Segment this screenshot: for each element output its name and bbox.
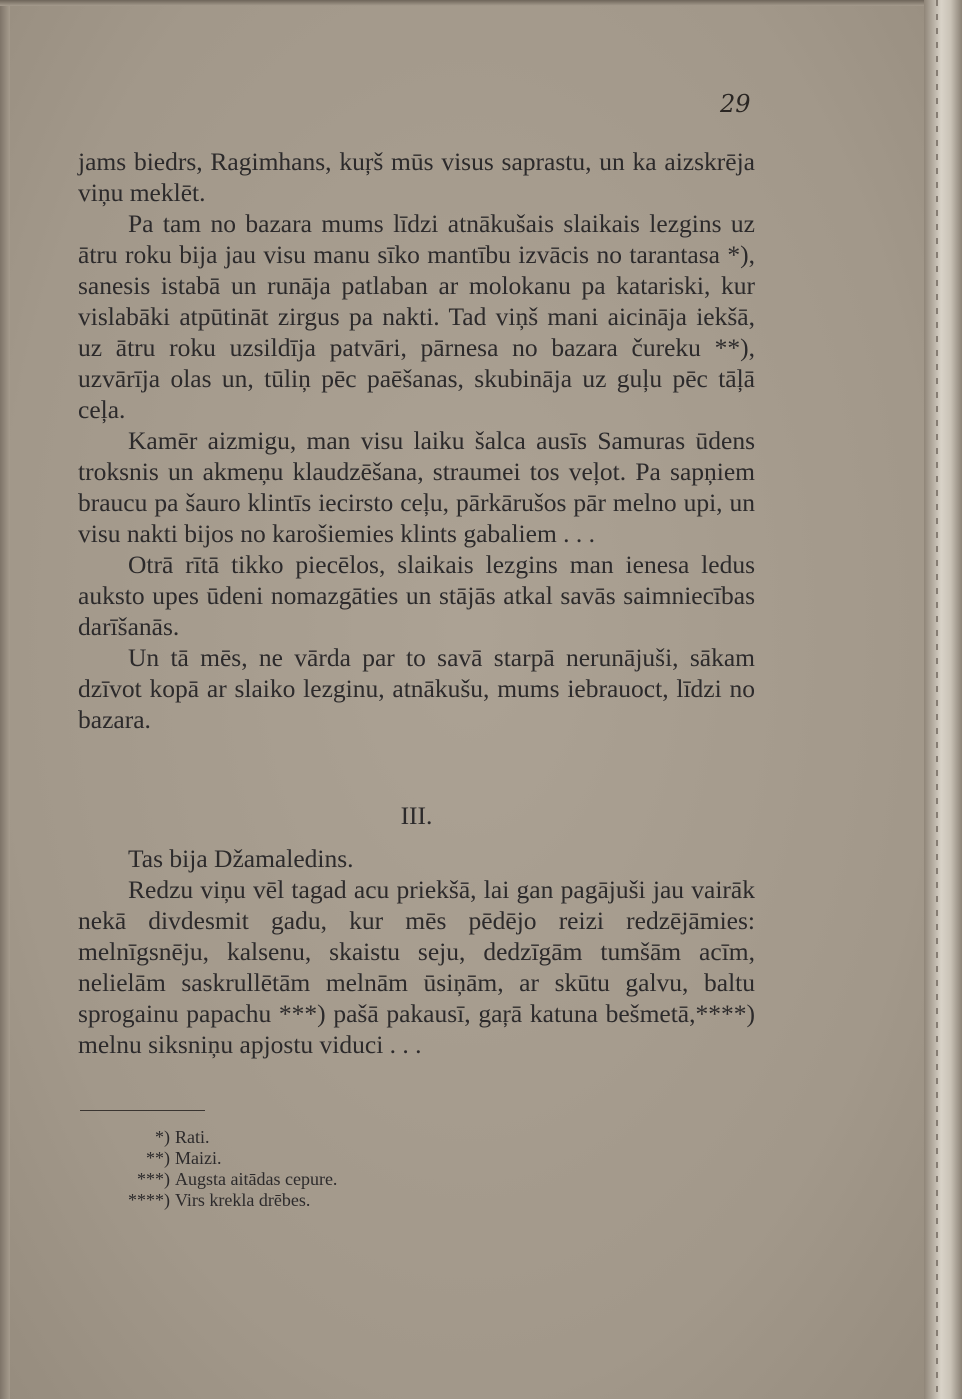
footnote-text: Augsta aitādas cepure. [175, 1169, 338, 1189]
page-top-edge [0, 0, 938, 6]
footnote-text: Rati. [175, 1127, 210, 1147]
footnote-text: Maizi. [175, 1148, 222, 1168]
footnote-mark: **) [146, 1148, 170, 1168]
page-edge-stack [924, 0, 962, 1399]
footnote [100, 1127, 337, 1148]
footnote-mark: *) [155, 1127, 170, 1147]
binding-line [936, 0, 938, 1399]
main-text-block [78, 146, 755, 735]
paragraph: Tas bija Džamaledins. [128, 844, 354, 873]
section-heading: III. [400, 801, 433, 830]
paragraph: jams biedrs, Ragimhans, kuŗš mūs visus saprastu, un ka aizskrēja viņu meklēt. [78, 147, 755, 207]
paragraph: Pa tam no bazara mums līdzi atnākušais slaikais lezgins uz ātru roku bija jau visu manu sīko mantību izvācis no tarantasa *), sanesis istabā un runāja patlaban ar molokanu pa katariski, kur vislabāki atpūtināt zirgus pa nakti. Tad viņš mani aicināja iekšā, uz ātru roku uzsildīja patvāri, pārnesa no bazara čureku **), uzvārīja olas un, tūliņ pēc paēšanas, skubināja uz guļu pēc tāļā ceļa. [78, 209, 755, 424]
paragraph: Redzu viņu vēl tagad acu priekšā, lai gan pagājuši jau vairāk nekā divdesmit gadu, kur mēs pēdējo reizi redzējāmies: melnīgsnēju, kalsenu, skaistu seju, dedzīgām tumšām acīm, nelielām saskrullētām melnām ūsiņām, ar skūtu galvu, baltu sprogainu papachu ***) pašā pakausī, gaŗā katuna bešmetā,****) melnu siksniņu apjostu viduci . . . [78, 875, 755, 1059]
footnote-mark: ***) [137, 1169, 170, 1189]
footnote [100, 1148, 337, 1169]
footnote-rule [80, 1110, 205, 1111]
section-text-block [78, 843, 755, 1060]
paragraph: Otrā rītā tikko piecēlos, slaikais lezgins man ienesa ledus auksto upes ūdeni nomazgāties un stājās atkal savās saimniecības darīšanās. [78, 550, 755, 641]
paragraph: Un tā mēs, ne vārda par to savā starpā nerunājuši, sākam dzīvot kopā ar slaiko lezginu, atnākušu, mums iebrauoct, līdzi no bazara. [78, 643, 755, 734]
footnote-mark: ****) [128, 1190, 170, 1210]
footnote [100, 1190, 337, 1211]
page-left-edge [0, 0, 10, 1399]
footnotes [100, 1127, 337, 1211]
footnote [100, 1169, 337, 1190]
paragraph: Kamēr aizmigu, man visu laiku šalca ausīs Samuras ūdens troksnis un akmeņu klaudzēšana, straumei tos veļot. Pa sapņiem braucu pa šauro klintīs iecirsto ceļu, pārkārušos pār melno upi, un visu nakti bijos no karošiemies klints gabaliem . . . [78, 426, 755, 548]
page-number: 29 [720, 90, 751, 118]
footnote-text: Virs krekla drēbes. [175, 1190, 311, 1210]
